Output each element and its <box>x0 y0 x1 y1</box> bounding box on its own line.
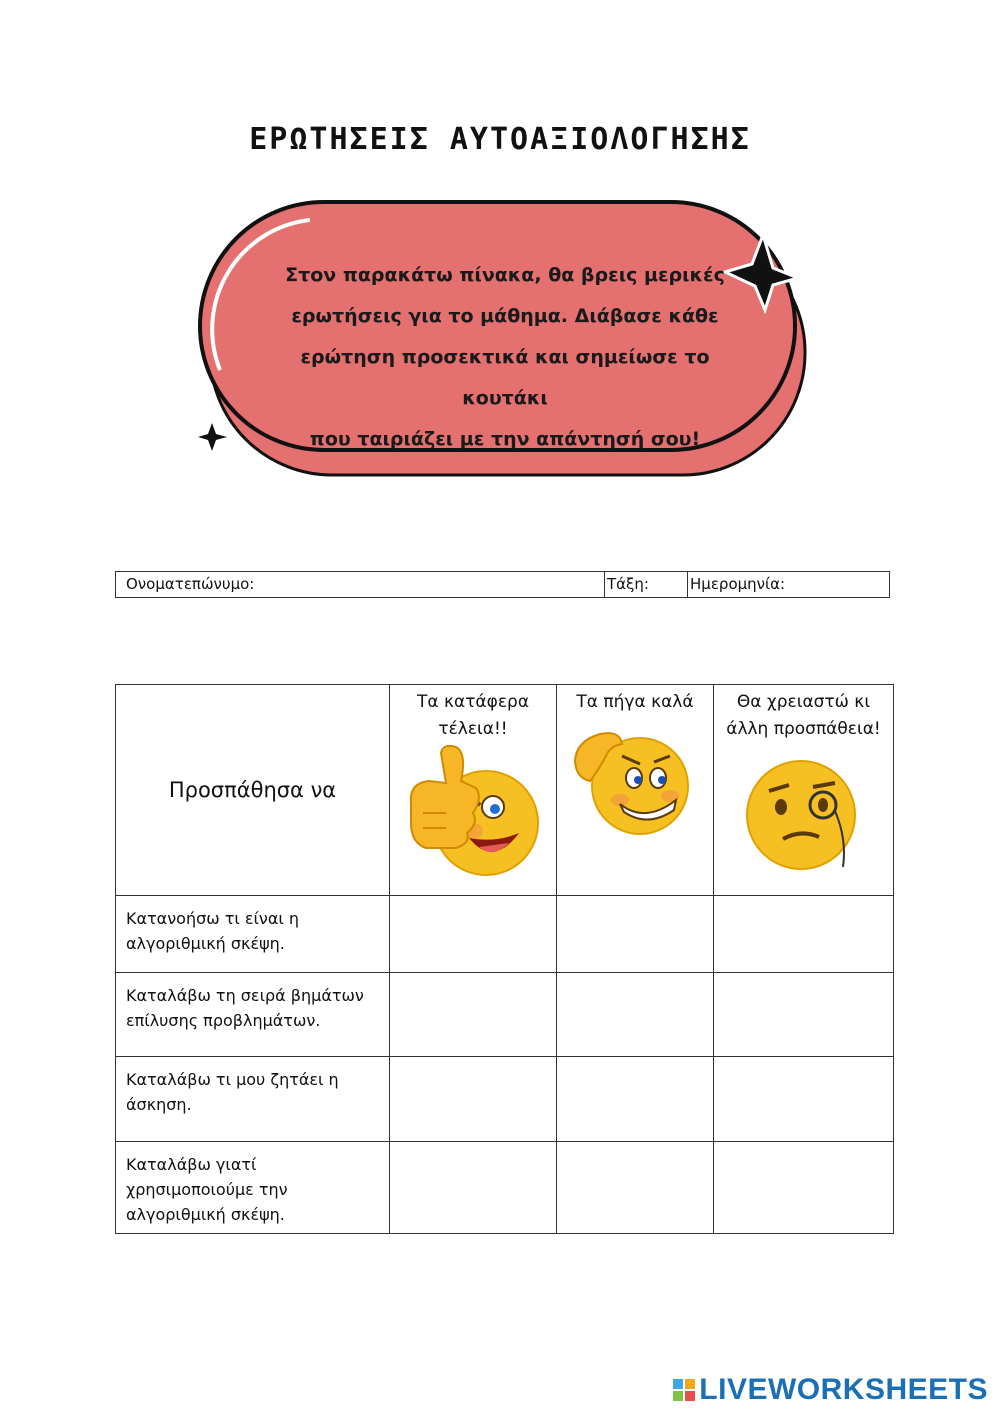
table-row <box>116 973 894 1057</box>
star-small-icon <box>198 423 227 451</box>
banner-line: ερώτηση προσεκτικά και σημείωσε το κουτάκι <box>300 346 710 409</box>
date-label: Ημερομηνία: <box>690 575 786 593</box>
column-label: Τα κατάφερα <box>416 692 530 712</box>
answer-checkbox[interactable] <box>714 896 894 973</box>
liveworksheets-logo <box>673 1373 988 1407</box>
banner-line: ερωτήσεις για το μάθημα. Διάβασε κάθε <box>291 305 719 327</box>
column-header-needs-effort <box>714 685 894 896</box>
answer-checkbox[interactable] <box>557 1142 714 1234</box>
self-assessment-table <box>115 684 894 1234</box>
table-row <box>116 896 894 973</box>
logo-text: LIVEWORKSHEETS <box>699 1373 988 1406</box>
answer-checkbox[interactable] <box>557 896 714 973</box>
answer-checkbox[interactable] <box>714 1142 894 1234</box>
question-line: Καταλάβω τι μου ζητάει η <box>126 1070 339 1089</box>
answer-checkbox[interactable] <box>557 1057 714 1142</box>
answer-checkbox[interactable] <box>714 973 894 1057</box>
table-row <box>116 1057 894 1142</box>
answer-checkbox[interactable] <box>390 973 557 1057</box>
answer-checkbox[interactable] <box>390 896 557 973</box>
column-label: Τα πήγα καλά <box>576 692 694 712</box>
class-field[interactable] <box>604 572 687 597</box>
banner-line: που ταιριάζει με την απάντησή σου! <box>309 428 701 450</box>
column-label: Θα χρειαστώ κι <box>736 692 871 712</box>
monocle-thinking-emoji-icon <box>739 743 869 871</box>
question-cell <box>116 1057 390 1142</box>
answer-checkbox[interactable] <box>557 973 714 1057</box>
question-line: Καταλάβω τη σειρά βημάτων <box>126 986 364 1005</box>
question-line: άσκηση. <box>126 1095 192 1114</box>
banner-line: Στον παρακάτω πίνακα, θα βρεις μερικές <box>285 264 725 286</box>
answer-checkbox[interactable] <box>714 1057 894 1142</box>
column-label: άλλη προσπάθεια! <box>726 719 881 739</box>
question-line: Καταλάβω γιατί <box>126 1155 257 1174</box>
page-title: ΕΡΩΤΗΣΕΙΣ ΑΥΤΟΑΞΙΟΛΟΓΗΣΗΣ <box>249 122 751 157</box>
question-line: Κατανοήσω τι είναι η <box>126 909 300 928</box>
answer-checkbox[interactable] <box>390 1057 557 1142</box>
name-field[interactable] <box>116 572 604 597</box>
answer-checkbox[interactable] <box>390 1142 557 1234</box>
question-line: αλγοριθμική σκέψη. <box>126 934 285 953</box>
question-line: χρησιμοποιούμε την <box>126 1180 288 1199</box>
name-label: Ονοματεπώνυμο: <box>126 575 255 593</box>
table-row <box>116 1142 894 1234</box>
question-line: αλγοριθμική σκέψη. <box>126 1205 285 1224</box>
thumbs-up-wink-emoji-icon <box>401 743 546 883</box>
head-scratch-grin-emoji-icon <box>570 716 700 838</box>
date-field[interactable] <box>687 572 889 597</box>
question-cell <box>116 973 390 1057</box>
class-label: Τάξη: <box>607 575 649 593</box>
logo-blocks-icon <box>673 1379 695 1401</box>
row-header: Προσπάθησα να <box>116 685 390 896</box>
column-label: τέλεια!! <box>438 719 508 739</box>
student-info-table <box>115 571 890 598</box>
banner-text <box>255 255 755 460</box>
question-cell <box>116 1142 390 1234</box>
column-header-good <box>557 685 714 896</box>
header-row <box>116 685 894 896</box>
column-header-excellent <box>390 685 557 896</box>
question-line: επίλυσης προβλημάτων. <box>126 1011 321 1030</box>
question-cell <box>116 896 390 973</box>
